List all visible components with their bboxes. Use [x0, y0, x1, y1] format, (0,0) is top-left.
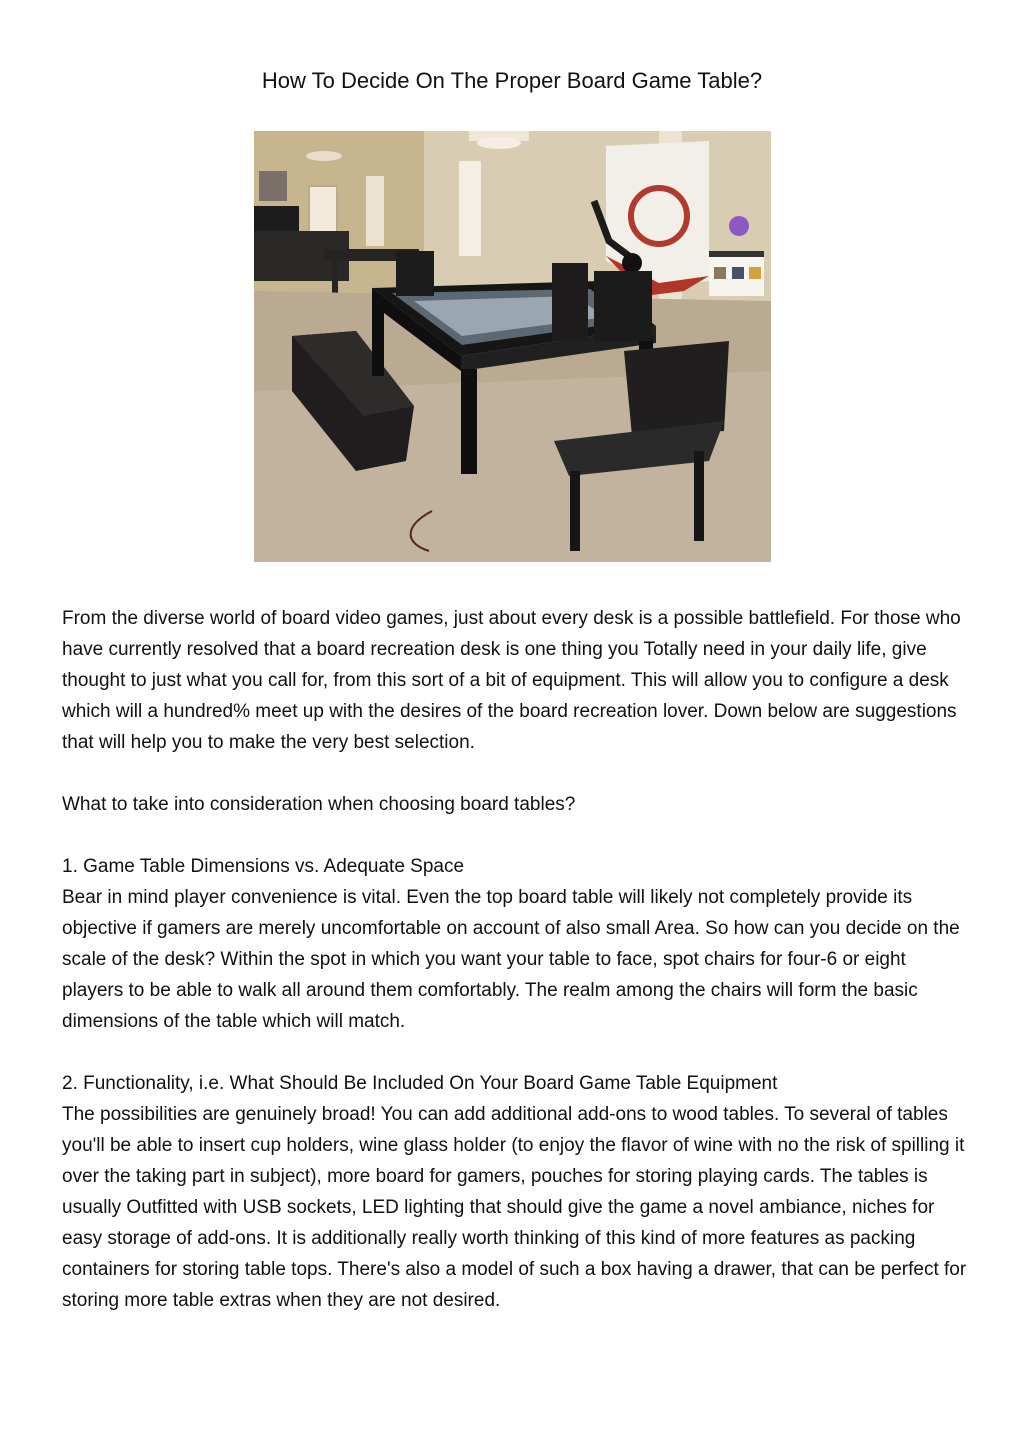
section-2-heading: 2. Functionality, i.e. What Should Be Included On Your Board Game Table Equipment — [62, 1073, 778, 1094]
board-game-table-photo-illustration — [254, 131, 771, 562]
document-title: How To Decide On The Proper Board Game Table? — [261, 68, 763, 93]
article-body — [62, 603, 967, 1316]
section-2-text: The possibilities are genuinely broad! You can add additional add-ons to wood tables. To several of tables you'll be able to insert cup holders, wine glass holder (to enjoy the flavor of wine with no the risk of spilling it over the taking part in subject), more board for gamers, pouches for storing playing cards. The tables is usually Outfitted with USB sockets, LED lighting that should give the game a novel ambiance, niches for easy storage of add-ons. It is additionally really worth thinking of this kind of more features as packing containers for storing table tops. There's also a model of such a box having a drawer, that can be perfect for storing more table extras when they are not desired. — [62, 1104, 967, 1311]
question-paragraph: What to take into consideration when choosing board tables? — [62, 794, 576, 815]
board-game-table-photo — [254, 131, 771, 562]
section-1-heading: 1. Game Table Dimensions vs. Adequate Space — [62, 856, 465, 877]
intro-paragraph: From the diverse world of board video games, just about every desk is a possible battlefield. For those who have currently resolved that a board recreation desk is one thing you Totally need in your daily life, give thought to just what you call for, from this sort of a bit of equipment. This will allow you to configure a desk which will a hundred% meet up with the desires of the board recreation lover. Down below are suggestions that will help you to make the very best selection. — [62, 608, 961, 753]
section-1-text: Bear in mind player convenience is vital. Even the top board table will likely not completely provide its objective if gamers are merely uncomfortable on account of also small Area. So how can you decide on the scale of the desk? Within the spot in which you want your table to face, spot chairs for four-6 or eight players to be able to walk all around them comfortably. The realm among the chairs will form the basic dimensions of the table which will match. — [62, 887, 960, 1032]
